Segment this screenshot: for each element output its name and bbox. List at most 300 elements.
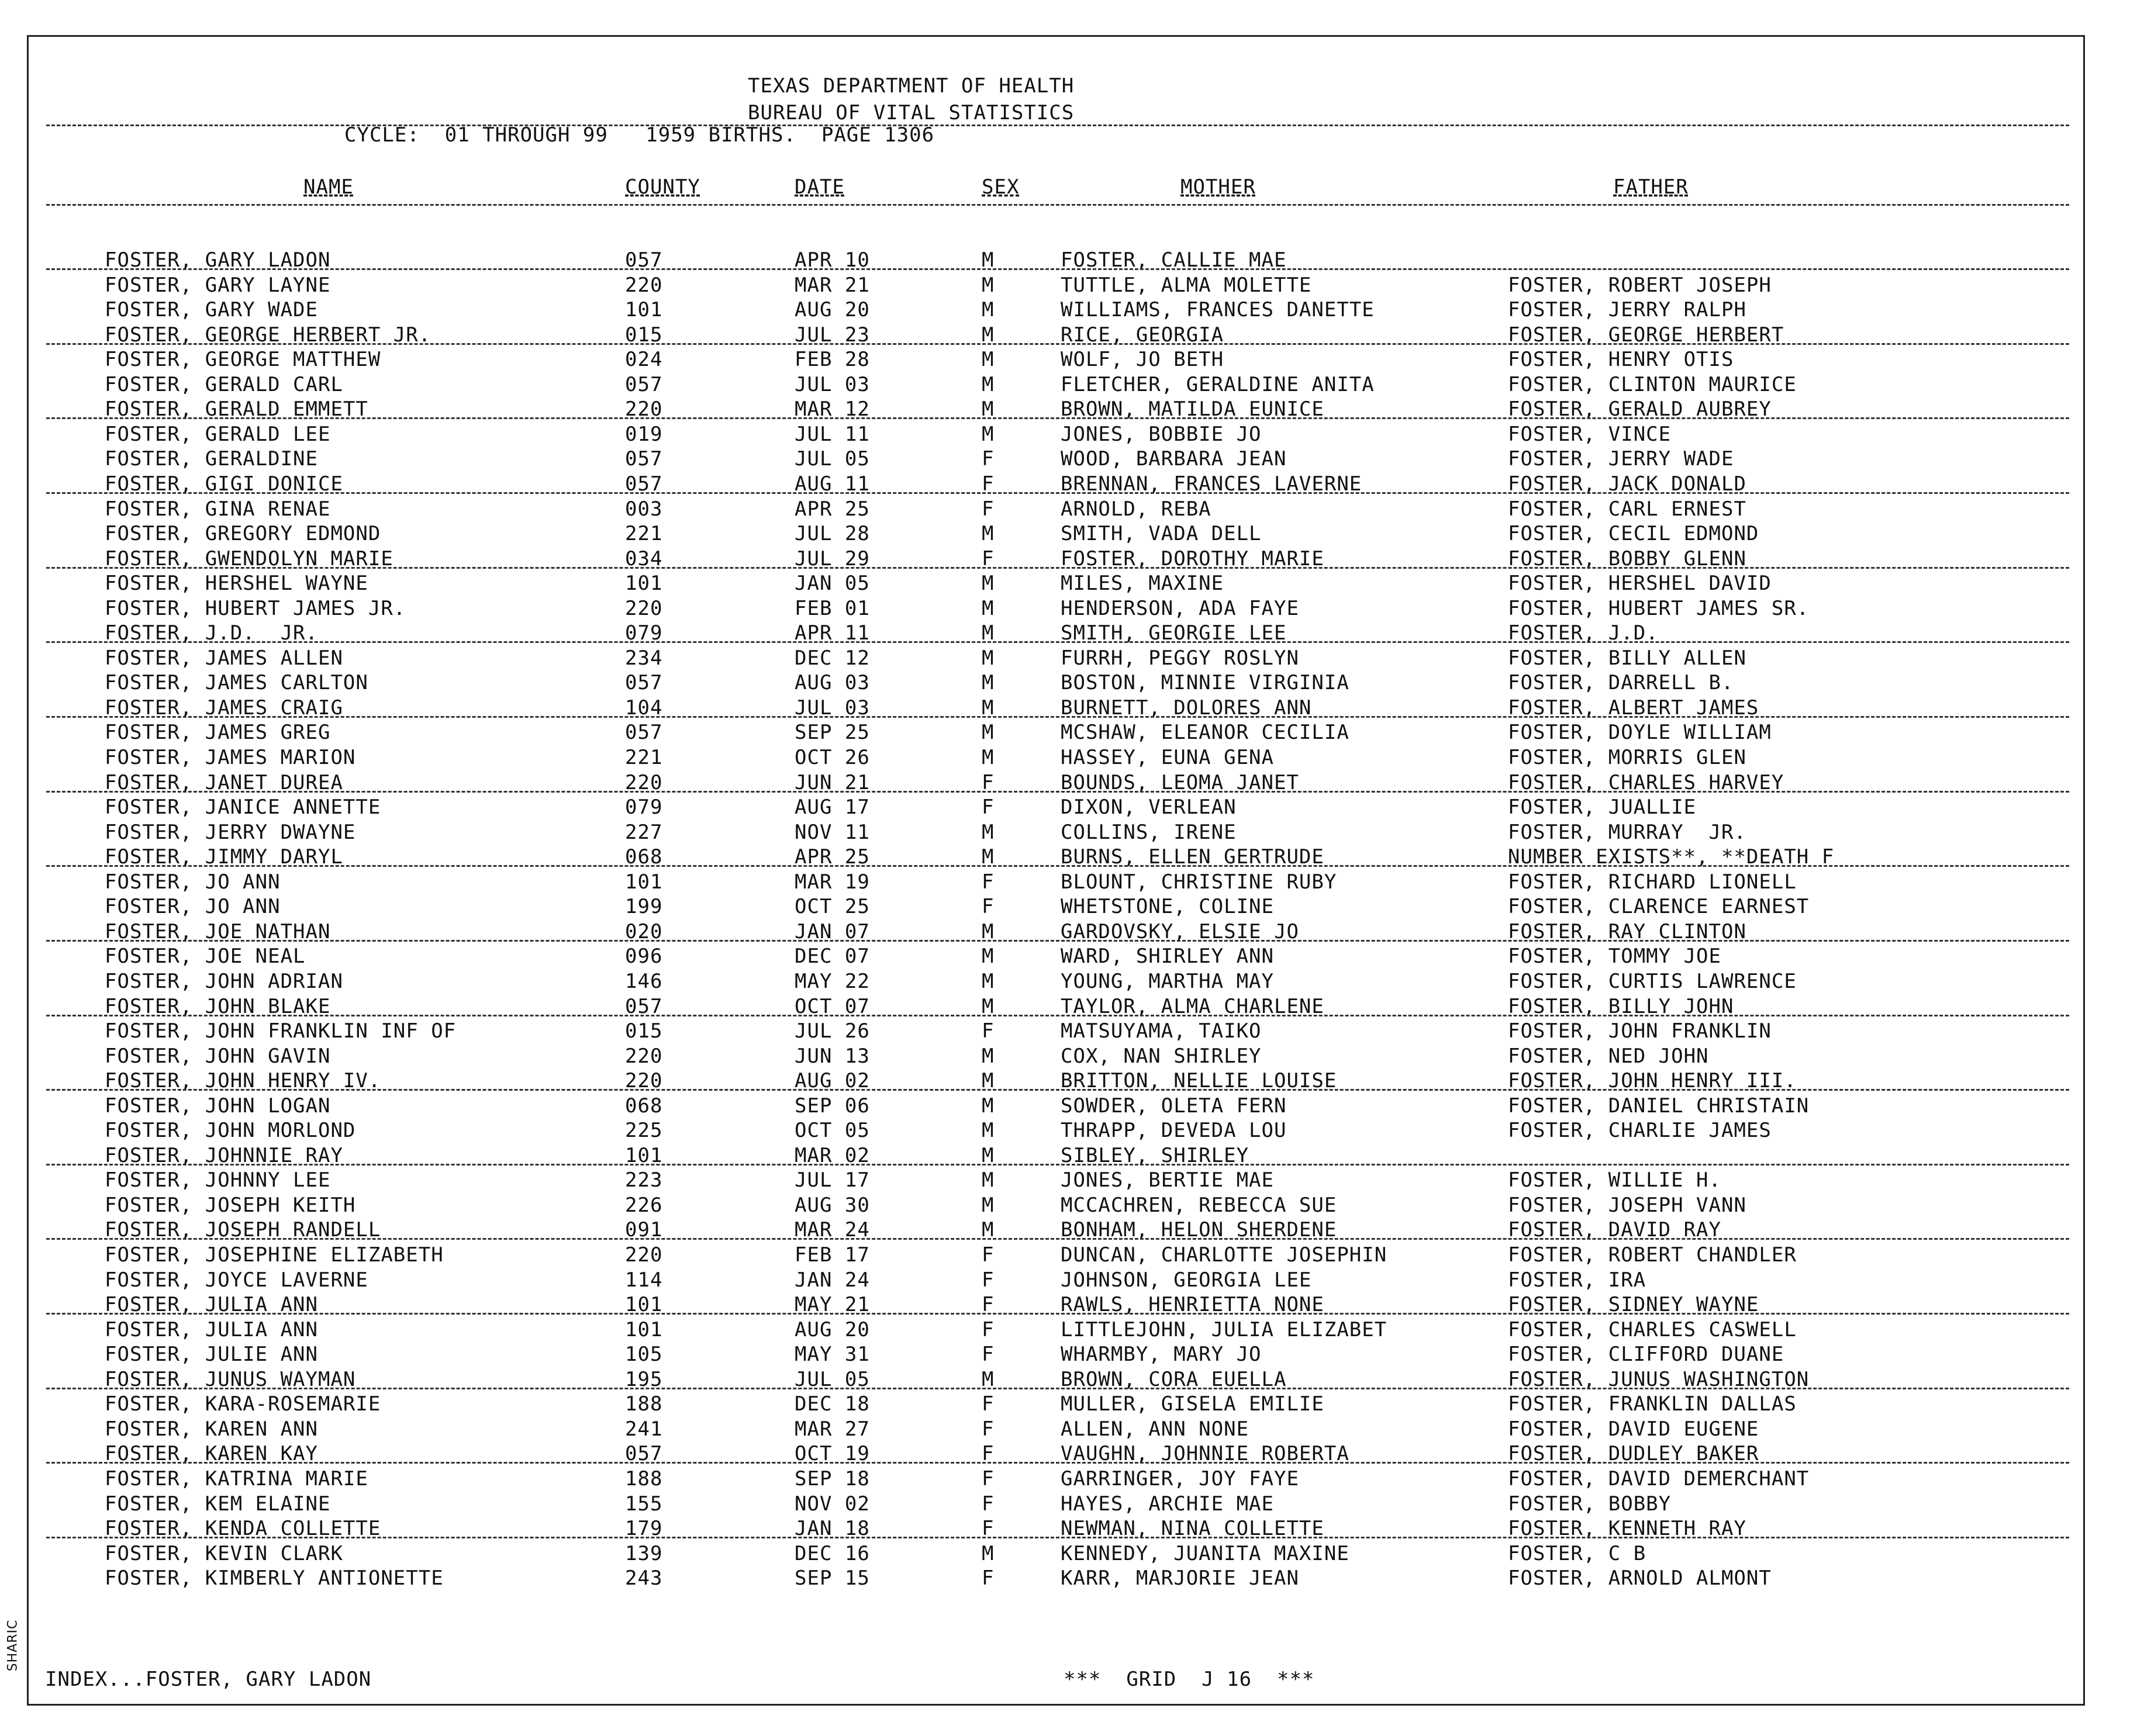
cell-mother: SMITH, VADA DELL — [1061, 522, 1262, 546]
cell-sex: F — [982, 497, 995, 521]
cell-mother: GARRINGER, JOY FAYE — [1061, 1467, 1299, 1491]
cell-father: FOSTER, CLINTON MAURICE — [1508, 372, 1797, 396]
cell-county: 188 — [625, 1467, 663, 1491]
cell-mother: BRENNAN, FRANCES LAVERNE — [1061, 472, 1362, 496]
divider — [46, 268, 2069, 270]
cell-name: FOSTER, JOHN LOGAN — [105, 1094, 331, 1118]
cell-sex: F — [982, 1392, 995, 1416]
cell-date: DEC 18 — [795, 1392, 870, 1416]
cell-county: 024 — [625, 348, 663, 372]
cell-father: FOSTER, C B — [1508, 1541, 1646, 1565]
cell-name: FOSTER, GEORGE MATTHEW — [105, 348, 381, 372]
cell-sex: M — [982, 820, 995, 844]
cell-county: 068 — [625, 845, 663, 869]
divider — [46, 1015, 2069, 1016]
cell-mother: YOUNG, MARTHA MAY — [1061, 969, 1274, 993]
cell-father: FOSTER, ROBERT CHANDLER — [1508, 1243, 1797, 1267]
cell-county: 114 — [625, 1268, 663, 1292]
cell-county: 220 — [625, 397, 663, 421]
table-row — [29, 1119, 2083, 1143]
cell-mother: BLOUNT, CHRISTINE RUBY — [1061, 870, 1337, 894]
cell-father: FOSTER, DAVID RAY — [1508, 1218, 1721, 1242]
cell-county: 091 — [625, 1218, 663, 1242]
cell-sex: M — [982, 1218, 995, 1242]
cell-county: 057 — [625, 721, 663, 745]
cell-county: 019 — [625, 422, 663, 446]
cell-sex: F — [982, 796, 995, 819]
cell-county: 057 — [625, 447, 663, 471]
cell-mother: BOSTON, MINNIE VIRGINIA — [1061, 671, 1349, 695]
header-cycle: CYCLE: 01 THROUGH 99 1959 BIRTHS. PAGE 1306 — [344, 123, 935, 147]
cell-mother: BURNETT, DOLORES ANN — [1061, 696, 1312, 720]
cell-name: FOSTER, GARY LAYNE — [105, 273, 331, 297]
cell-date: OCT 05 — [795, 1119, 870, 1143]
cell-date: NOV 02 — [795, 1492, 870, 1516]
cell-father: FOSTER, IRA — [1508, 1268, 1646, 1292]
cell-county: 057 — [625, 248, 663, 272]
cell-father: FOSTER, SIDNEY WAYNE — [1508, 1293, 1759, 1317]
cell-date: APR 25 — [795, 845, 870, 869]
cell-date: APR 11 — [795, 621, 870, 645]
table-row — [29, 746, 2083, 770]
cell-name: FOSTER, GERALDINE — [105, 447, 318, 471]
cell-county: 104 — [625, 696, 663, 720]
table-row — [29, 1168, 2083, 1193]
cell-date: SEP 18 — [795, 1467, 870, 1491]
cell-sex: F — [982, 870, 995, 894]
cell-county: 101 — [625, 1143, 663, 1167]
col-header-mother: MOTHER — [1180, 175, 1256, 199]
cell-date: DEC 07 — [795, 945, 870, 969]
cell-sex: M — [982, 994, 995, 1018]
cell-name: FOSTER, JIMMY DARYL — [105, 845, 343, 869]
cell-mother: FURRH, PEGGY ROSLYN — [1061, 646, 1299, 670]
cell-father: FOSTER, KENNETH RAY — [1508, 1517, 1746, 1541]
cell-father: FOSTER, CECIL EDMOND — [1508, 522, 1759, 546]
cell-mother: KARR, MARJORIE JEAN — [1061, 1566, 1299, 1590]
cell-father: FOSTER, J.D. — [1508, 621, 1659, 645]
cell-date: AUG 20 — [795, 298, 870, 322]
cell-sex: M — [982, 646, 995, 670]
cell-sex: M — [982, 969, 995, 993]
cell-mother: MCCACHREN, REBECCA SUE — [1061, 1193, 1337, 1217]
cell-name: FOSTER, KAREN ANN — [105, 1417, 318, 1441]
cell-father: FOSTER, HUBERT JAMES SR. — [1508, 596, 1810, 620]
cell-mother: COX, NAN SHIRLEY — [1061, 1044, 1262, 1068]
cell-county: 234 — [625, 646, 663, 670]
cell-name: FOSTER, JOE NEAL — [105, 945, 306, 969]
cell-name: FOSTER, JOHNNY LEE — [105, 1168, 331, 1192]
table-row — [29, 945, 2083, 969]
divider — [46, 940, 2069, 942]
cell-sex: F — [982, 1492, 995, 1516]
cell-date: JUL 03 — [795, 372, 870, 396]
cell-date: AUG 03 — [795, 671, 870, 695]
cell-sex: M — [982, 248, 995, 272]
cell-father: FOSTER, FRANKLIN DALLAS — [1508, 1392, 1797, 1416]
cell-sex: M — [982, 1119, 995, 1143]
table-row — [29, 1542, 2083, 1566]
cell-county: 146 — [625, 969, 663, 993]
cell-mother: ALLEN, ANN NONE — [1061, 1417, 1249, 1441]
cell-name: FOSTER, KARA-ROSEMARIE — [105, 1392, 381, 1416]
cell-date: MAR 02 — [795, 1143, 870, 1167]
cell-father: FOSTER, NED JOHN — [1508, 1044, 1709, 1068]
cell-date: FEB 28 — [795, 348, 870, 372]
cell-mother: WOOD, BARBARA JEAN — [1061, 447, 1287, 471]
cell-date: FEB 17 — [795, 1243, 870, 1267]
cell-sex: F — [982, 1019, 995, 1043]
table-row — [29, 796, 2083, 820]
column-headers — [29, 175, 2083, 200]
cell-mother: RAWLS, HENRIETTA NONE — [1061, 1293, 1324, 1317]
cell-sex: M — [982, 397, 995, 421]
cell-name: FOSTER, J.D. JR. — [105, 621, 318, 645]
cell-mother: HENDERSON, ADA FAYE — [1061, 596, 1299, 620]
table-row — [29, 497, 2083, 522]
cell-name: FOSTER, JO ANN — [105, 895, 281, 919]
cell-name: FOSTER, JOHNNIE RAY — [105, 1143, 343, 1167]
cell-date: SEP 25 — [795, 721, 870, 745]
divider — [46, 716, 2069, 718]
cell-date: JUL 05 — [795, 1367, 870, 1391]
cell-father: FOSTER, BOBBY — [1508, 1492, 1672, 1516]
cell-name: FOSTER, JO ANN — [105, 870, 281, 894]
cell-date: JAN 05 — [795, 572, 870, 596]
cell-sex: M — [982, 1044, 995, 1068]
divider — [46, 1462, 2069, 1464]
divider — [46, 1537, 2069, 1538]
col-header-sex: SEX — [982, 175, 1020, 199]
cell-county: 241 — [625, 1417, 663, 1441]
cell-name: FOSTER, GERALD CARL — [105, 372, 343, 396]
cell-date: AUG 02 — [795, 1069, 870, 1093]
cell-sex: F — [982, 1467, 995, 1491]
cell-father: FOSTER, JOHN FRANKLIN — [1508, 1019, 1772, 1043]
table-row — [29, 1392, 2083, 1417]
cell-date: MAR 24 — [795, 1218, 870, 1242]
cell-name: FOSTER, KATRINA MARIE — [105, 1467, 368, 1491]
cell-father: FOSTER, BILLY ALLEN — [1508, 646, 1746, 670]
cell-date: MAR 21 — [795, 273, 870, 297]
cell-date: NOV 11 — [795, 820, 870, 844]
cell-name: FOSTER, JOHN ADRIAN — [105, 969, 343, 993]
cell-name: FOSTER, JULIA ANN — [105, 1293, 318, 1317]
cell-sex: M — [982, 919, 995, 943]
cell-mother: WHETSTONE, COLINE — [1061, 895, 1274, 919]
cell-sex: F — [982, 895, 995, 919]
cell-county: 057 — [625, 994, 663, 1018]
cell-county: 226 — [625, 1193, 663, 1217]
table-row — [29, 274, 2083, 298]
cell-name: FOSTER, JANET DUREA — [105, 770, 343, 794]
cell-father: FOSTER, CURTIS LAWRENCE — [1508, 969, 1797, 993]
cell-name: FOSTER, HUBERT JAMES JR. — [105, 596, 406, 620]
cell-county: 155 — [625, 1492, 663, 1516]
side-label: SHARIC — [5, 1619, 20, 1672]
cell-mother: WOLF, JO BETH — [1061, 348, 1224, 372]
cell-name: FOSTER, JOE NATHAN — [105, 919, 331, 943]
table-row — [29, 1492, 2083, 1517]
cell-father: FOSTER, JOHN HENRY III. — [1508, 1069, 1797, 1093]
cell-name: FOSTER, JOSEPHINE ELIZABETH — [105, 1243, 444, 1267]
divider — [46, 204, 2069, 206]
cell-mother: SMITH, GEORGIE LEE — [1061, 621, 1287, 645]
cell-date: AUG 20 — [795, 1317, 870, 1341]
cell-date: AUG 30 — [795, 1193, 870, 1217]
cell-sex: M — [982, 945, 995, 969]
cell-date: JUL 03 — [795, 696, 870, 720]
cell-sex: M — [982, 671, 995, 695]
cell-father: FOSTER, RAY CLINTON — [1508, 919, 1746, 943]
cell-date: JUL 26 — [795, 1019, 870, 1043]
divider — [46, 417, 2069, 419]
cell-county: 221 — [625, 746, 663, 769]
cell-name: FOSTER, JANICE ANNETTE — [105, 796, 381, 819]
cell-sex: M — [982, 273, 995, 297]
cell-county: 079 — [625, 796, 663, 819]
cell-father: FOSTER, DOYLE WILLIAM — [1508, 721, 1772, 745]
cell-county: 220 — [625, 1069, 663, 1093]
cell-name: FOSTER, KEVIN CLARK — [105, 1541, 343, 1565]
cell-name: FOSTER, GIGI DONICE — [105, 472, 343, 496]
cell-county: 223 — [625, 1168, 663, 1192]
cell-date: MAR 12 — [795, 397, 870, 421]
cell-father: FOSTER, DAVID DEMERCHANT — [1508, 1467, 1810, 1491]
cell-sex: M — [982, 845, 995, 869]
cell-name: FOSTER, KEM ELAINE — [105, 1492, 331, 1516]
header-department: TEXAS DEPARTMENT OF HEALTH — [748, 74, 1075, 98]
cell-county: 101 — [625, 1317, 663, 1341]
cell-county: 199 — [625, 895, 663, 919]
cell-name: FOSTER, KENDA COLLETTE — [105, 1517, 381, 1541]
cell-father: FOSTER, HERSHEL DAVID — [1508, 572, 1772, 596]
cell-mother: FLETCHER, GERALDINE ANITA — [1061, 372, 1375, 396]
cell-date: MAR 27 — [795, 1417, 870, 1441]
cell-mother: KENNEDY, JUANITA MAXINE — [1061, 1541, 1349, 1565]
divider — [46, 791, 2069, 793]
table-row — [29, 1094, 2083, 1119]
cell-county: 139 — [625, 1541, 663, 1565]
cell-date: JUL 23 — [795, 323, 870, 347]
cell-date: SEP 15 — [795, 1566, 870, 1590]
cell-name: FOSTER, GARY WADE — [105, 298, 318, 322]
cell-sex: F — [982, 547, 995, 570]
divider — [46, 1388, 2069, 1389]
cell-sex: M — [982, 1143, 995, 1167]
cell-county: 003 — [625, 497, 663, 521]
cell-county: 057 — [625, 372, 663, 396]
cell-mother: WARD, SHIRLEY ANN — [1061, 945, 1274, 969]
cell-county: 243 — [625, 1566, 663, 1590]
cell-father: FOSTER, RICHARD LIONELL — [1508, 870, 1797, 894]
cell-name: FOSTER, KIMBERLY ANTIONETTE — [105, 1566, 444, 1590]
table-row — [29, 1566, 2083, 1591]
cell-county: 220 — [625, 1044, 663, 1068]
cell-county: 057 — [625, 472, 663, 496]
cell-mother: MCSHAW, ELEANOR CECILIA — [1061, 721, 1349, 745]
cell-sex: M — [982, 596, 995, 620]
cell-county: 101 — [625, 870, 663, 894]
cell-date: MAR 19 — [795, 870, 870, 894]
cell-father: FOSTER, JUNUS WASHINGTON — [1508, 1367, 1810, 1391]
cell-mother: BURNS, ELLEN GERTRUDE — [1061, 845, 1324, 869]
cell-name: FOSTER, GWENDOLYN MARIE — [105, 547, 393, 570]
cell-sex: M — [982, 696, 995, 720]
cell-name: FOSTER, JOSEPH RANDELL — [105, 1218, 381, 1242]
cell-sex: M — [982, 422, 995, 446]
cell-date: OCT 26 — [795, 746, 870, 769]
cell-sex: F — [982, 1517, 995, 1541]
cell-date: OCT 19 — [795, 1442, 870, 1466]
cell-date: JUL 05 — [795, 447, 870, 471]
cell-mother: TAYLOR, ALMA CHARLENE — [1061, 994, 1324, 1018]
cell-father: FOSTER, JERRY RALPH — [1508, 298, 1746, 322]
cell-name: FOSTER, GEORGE HERBERT JR. — [105, 323, 431, 347]
cell-name: FOSTER, JAMES ALLEN — [105, 646, 343, 670]
cell-mother: LITTLEJOHN, JULIA ELIZABET — [1061, 1317, 1387, 1341]
cell-name: FOSTER, JAMES GREG — [105, 721, 331, 745]
cell-sex: M — [982, 621, 995, 645]
cell-date: DEC 16 — [795, 1541, 870, 1565]
cell-date: JAN 07 — [795, 919, 870, 943]
cell-sex: M — [982, 721, 995, 745]
cell-mother: BOUNDS, LEOMA JANET — [1061, 770, 1299, 794]
cell-county: 227 — [625, 820, 663, 844]
cell-county: 220 — [625, 273, 663, 297]
cell-county: 015 — [625, 1019, 663, 1043]
cell-father: FOSTER, JUALLIE — [1508, 796, 1697, 819]
cell-father: FOSTER, GERALD AUBREY — [1508, 397, 1772, 421]
cell-county: 057 — [625, 1442, 663, 1466]
cell-father: FOSTER, ALBERT JAMES — [1508, 696, 1759, 720]
cell-county: 020 — [625, 919, 663, 943]
cell-sex: M — [982, 1367, 995, 1391]
cell-mother: JOHNSON, GEORGIA LEE — [1061, 1268, 1312, 1292]
divider — [46, 1238, 2069, 1240]
cell-sex: F — [982, 472, 995, 496]
divider — [46, 343, 2069, 345]
cell-county: 034 — [625, 547, 663, 570]
cell-father: FOSTER, MURRAY JR. — [1508, 820, 1746, 844]
cell-mother: FOSTER, DOROTHY MARIE — [1061, 547, 1324, 570]
cell-date: JAN 24 — [795, 1268, 870, 1292]
cell-mother: FOSTER, CALLIE MAE — [1061, 248, 1287, 272]
cell-father: NUMBER EXISTS**, **DEATH F — [1508, 845, 1835, 869]
cell-sex: F — [982, 1343, 995, 1367]
cell-name: FOSTER, JOHN BLAKE — [105, 994, 331, 1018]
table-row — [29, 373, 2083, 397]
cell-father: FOSTER, DUDLEY BAKER — [1508, 1442, 1759, 1466]
table-row — [29, 1318, 2083, 1343]
cell-date: FEB 01 — [795, 596, 870, 620]
cell-mother: JONES, BERTIE MAE — [1061, 1168, 1274, 1192]
cell-county: 057 — [625, 671, 663, 695]
cell-mother: BROWN, CORA EUELLA — [1061, 1367, 1287, 1391]
table-row — [29, 423, 2083, 447]
cell-sex: F — [982, 1243, 995, 1267]
cell-date: JUL 11 — [795, 422, 870, 446]
header-bureau: BUREAU OF VITAL STATISTICS — [748, 101, 1075, 125]
cell-mother: MATSUYAMA, TAIKO — [1061, 1019, 1262, 1043]
cell-county: 179 — [625, 1517, 663, 1541]
cell-father: FOSTER, CLARENCE EARNEST — [1508, 895, 1810, 919]
table-row — [29, 447, 2083, 472]
document-frame — [27, 35, 2085, 1706]
cell-county: 101 — [625, 572, 663, 596]
cell-father: FOSTER, ROBERT JOSEPH — [1508, 273, 1772, 297]
table-row — [29, 572, 2083, 596]
divider — [46, 567, 2069, 569]
cell-sex: M — [982, 348, 995, 372]
cell-name: FOSTER, JOYCE LAVERNE — [105, 1268, 368, 1292]
table-row — [29, 646, 2083, 671]
cell-county: 101 — [625, 1293, 663, 1317]
cell-father: FOSTER, HENRY OTIS — [1508, 348, 1734, 372]
cell-county: 221 — [625, 522, 663, 546]
cell-name: FOSTER, JOHN HENRY IV. — [105, 1069, 381, 1093]
cell-mother: BONHAM, HELON SHERDENE — [1061, 1218, 1337, 1242]
cell-date: APR 10 — [795, 248, 870, 272]
cell-county: 188 — [625, 1392, 663, 1416]
divider — [46, 1313, 2069, 1315]
cell-sex: F — [982, 1566, 995, 1590]
cell-county: 015 — [625, 323, 663, 347]
table-row — [29, 1194, 2083, 1218]
cell-father: FOSTER, DANIEL CHRISTAIN — [1508, 1094, 1810, 1118]
cell-name: FOSTER, GERALD LEE — [105, 422, 331, 446]
cell-name: FOSTER, GARY LADON — [105, 248, 331, 272]
cell-county: 105 — [625, 1343, 663, 1367]
cell-mother: VAUGHN, JOHNNIE ROBERTA — [1061, 1442, 1349, 1466]
cell-date: JUN 13 — [795, 1044, 870, 1068]
cell-sex: F — [982, 1442, 995, 1466]
cell-sex: F — [982, 1268, 995, 1292]
table-row — [29, 348, 2083, 372]
table-row — [29, 597, 2083, 621]
cell-mother: BRITTON, NELLIE LOUISE — [1061, 1069, 1337, 1093]
grid-label: *** GRID J 16 *** — [1064, 1668, 1315, 1691]
col-header-date: DATE — [795, 175, 845, 199]
cell-father: FOSTER, VINCE — [1508, 422, 1672, 446]
cell-date: APR 25 — [795, 497, 870, 521]
cell-county: 225 — [625, 1119, 663, 1143]
col-header-county: COUNTY — [625, 175, 700, 199]
cell-father: FOSTER, DARRELL B. — [1508, 671, 1734, 695]
divider — [46, 641, 2069, 643]
cell-name: FOSTER, GREGORY EDMOND — [105, 522, 381, 546]
cell-name: FOSTER, JAMES MARION — [105, 746, 356, 769]
table-row — [29, 522, 2083, 547]
cell-date: MAY 21 — [795, 1293, 870, 1317]
cell-sex: F — [982, 770, 995, 794]
table-row — [29, 1045, 2083, 1069]
cell-father: FOSTER, DAVID EUGENE — [1508, 1417, 1759, 1441]
cell-county: 068 — [625, 1094, 663, 1118]
cell-mother: RICE, GEORGIA — [1061, 323, 1224, 347]
cell-father: FOSTER, CHARLIE JAMES — [1508, 1119, 1772, 1143]
cell-mother: THRAPP, DEVEDA LOU — [1061, 1119, 1287, 1143]
cell-sex: F — [982, 1293, 995, 1317]
cell-father: FOSTER, CHARLES HARVEY — [1508, 770, 1784, 794]
table-row — [29, 721, 2083, 745]
table-row — [29, 895, 2083, 919]
cell-sex: F — [982, 447, 995, 471]
cell-father: FOSTER, CHARLES CASWELL — [1508, 1317, 1797, 1341]
cell-name: FOSTER, JULIA ANN — [105, 1317, 318, 1341]
cell-date: SEP 06 — [795, 1094, 870, 1118]
cell-county: 101 — [625, 298, 663, 322]
